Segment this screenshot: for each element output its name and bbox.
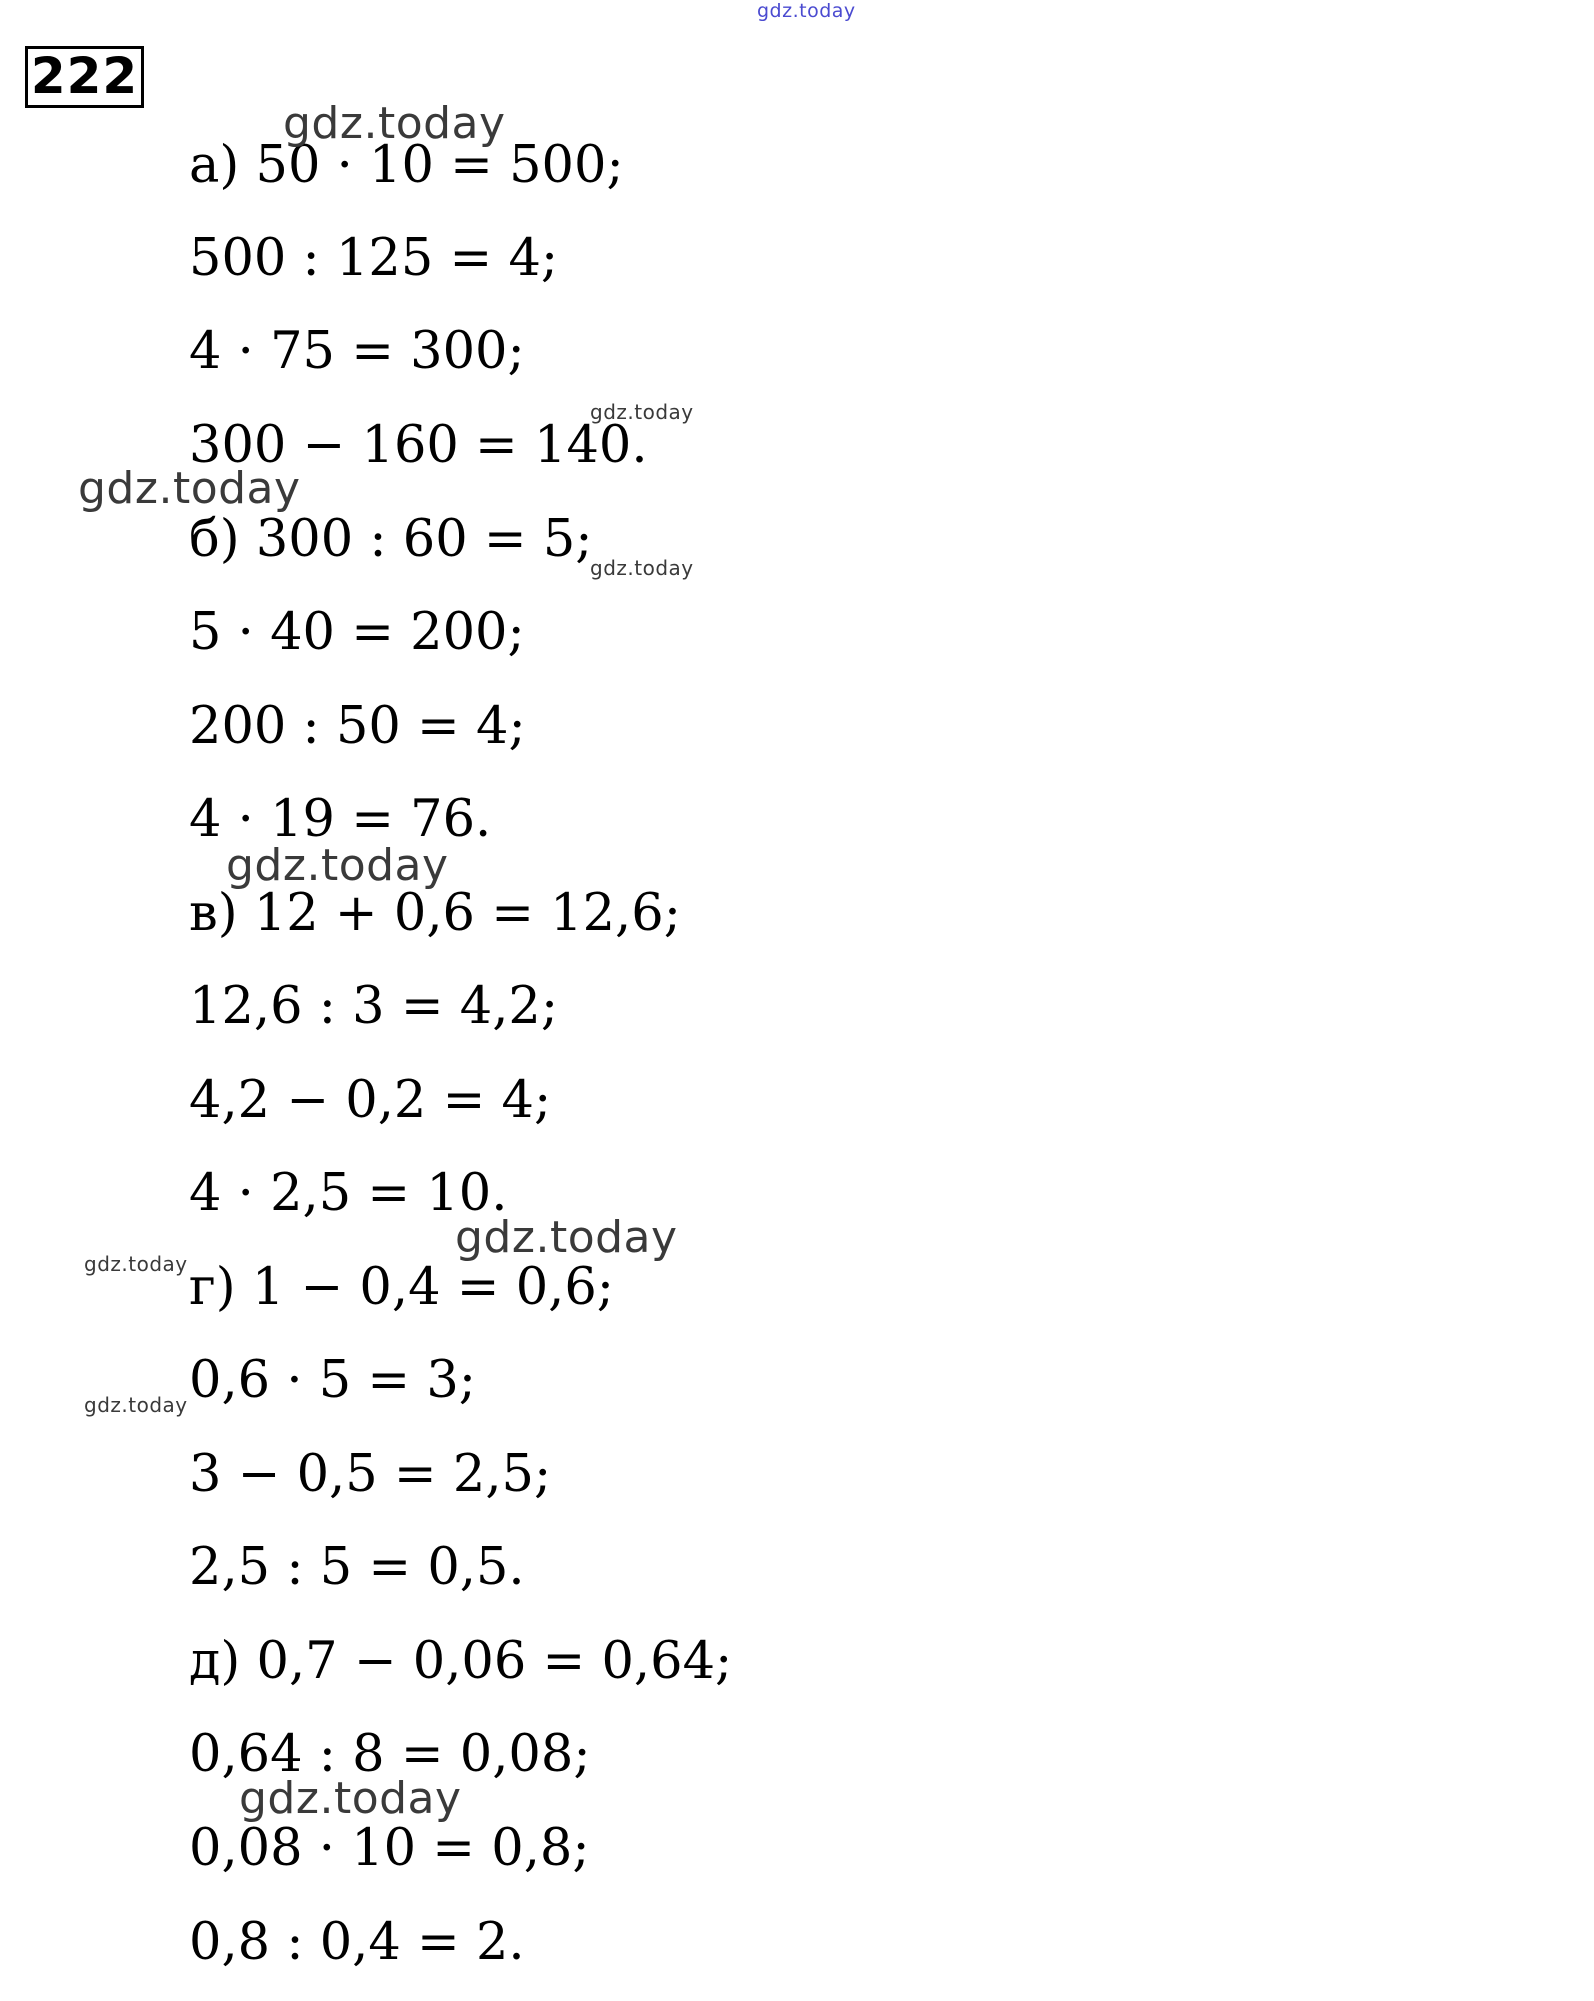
watermark: gdz.today bbox=[590, 556, 694, 580]
watermark-top: gdz.today bbox=[757, 0, 856, 22]
solution-line-g4: 2,5 : 5 = 0,5. bbox=[189, 1538, 525, 1597]
watermark: gdz.today bbox=[84, 1393, 188, 1417]
solution-line-v3: 4,2 − 0,2 = 4; bbox=[189, 1071, 552, 1130]
solution-line-v4: 4 · 2,5 = 10. bbox=[189, 1164, 508, 1223]
watermark: gdz.today bbox=[78, 463, 301, 514]
solution-line-v1: в) 12 + 0,6 = 12,6; bbox=[189, 884, 681, 943]
solution-line-d2: 0,64 : 8 = 0,08; bbox=[189, 1725, 591, 1784]
solution-line-v2: 12,6 : 3 = 4,2; bbox=[189, 977, 559, 1036]
solution-line-a3: 4 · 75 = 300; bbox=[189, 322, 525, 381]
solution-line-g3: 3 − 0,5 = 2,5; bbox=[189, 1445, 552, 1504]
solution-line-a4: 300 − 160 = 140. bbox=[189, 416, 648, 475]
solution-line-g1: г) 1 − 0,4 = 0,6; bbox=[189, 1258, 614, 1317]
watermark: gdz.today bbox=[283, 98, 506, 149]
solution-line-b1: б) 300 : 60 = 5; bbox=[189, 510, 593, 569]
solution-line-a1: а) 50 · 10 = 500; bbox=[189, 136, 624, 195]
watermark: gdz.today bbox=[226, 840, 449, 891]
solution-line-b4: 4 · 19 = 76. bbox=[189, 790, 492, 849]
watermark: gdz.today bbox=[84, 1252, 188, 1276]
solution-line-d1: д) 0,7 − 0,06 = 0,64; bbox=[189, 1632, 733, 1691]
solution-line-d4: 0,8 : 0,4 = 2. bbox=[189, 1913, 525, 1972]
watermark: gdz.today bbox=[455, 1212, 678, 1263]
solution-line-g2: 0,6 · 5 = 3; bbox=[189, 1351, 476, 1410]
solution-line-d3: 0,08 · 10 = 0,8; bbox=[189, 1819, 590, 1878]
solution-line-b2: 5 · 40 = 200; bbox=[189, 603, 525, 662]
watermark: gdz.today bbox=[239, 1773, 462, 1824]
solution-line-a2: 500 : 125 = 4; bbox=[189, 229, 559, 288]
watermark: gdz.today bbox=[590, 400, 694, 424]
problem-number: 222 bbox=[25, 46, 144, 108]
solution-line-b3: 200 : 50 = 4; bbox=[189, 697, 526, 756]
